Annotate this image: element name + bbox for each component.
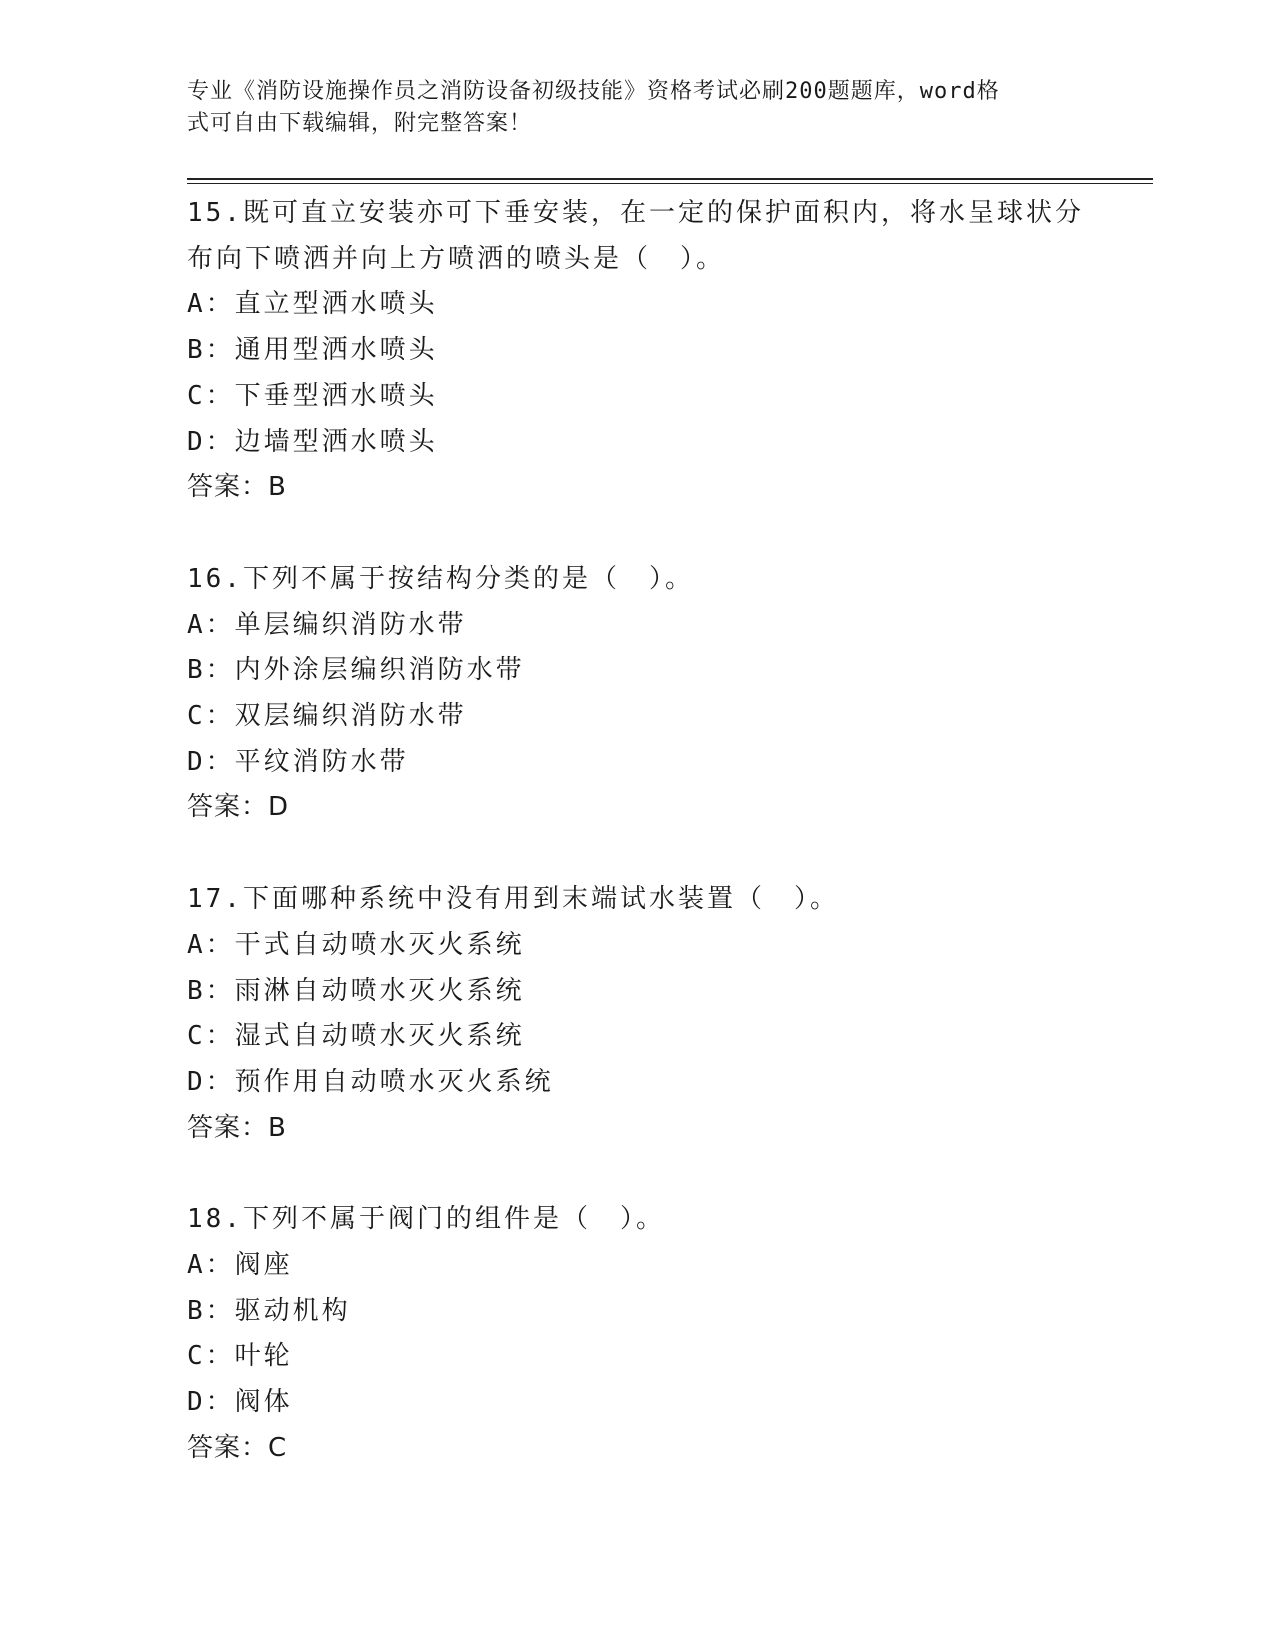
header-line-1: 专业《消防设施操作员之消防设备初级技能》资格考试必刷200题题库，word格 <box>187 79 1000 104</box>
option-d: D：平纹消防水带 <box>187 746 409 777</box>
header-divider-thick <box>187 178 1153 180</box>
question-16 <box>187 557 1087 831</box>
option-d: D：预作用自动喷水灭火系统 <box>187 1066 554 1097</box>
header-divider-thin <box>187 183 1153 184</box>
option-a: A：阀座 <box>187 1250 293 1281</box>
question-stem: 18.下列不属于阀门的组件是（ ）。 <box>187 1204 665 1235</box>
question-list <box>187 191 1087 1518</box>
option-a: A：干式自动喷水灭火系统 <box>187 929 525 960</box>
answer: 答案：C <box>187 1432 288 1463</box>
option-c: C：叶轮 <box>187 1341 293 1372</box>
option-c: C：下垂型洒水喷头 <box>187 380 438 411</box>
question-18 <box>187 1197 1087 1471</box>
question-17 <box>187 877 1087 1151</box>
option-c: C：双层编织消防水带 <box>187 701 467 732</box>
question-stem: 16.下列不属于按结构分类的是（ ）。 <box>187 563 694 594</box>
answer: 答案：B <box>187 1112 287 1143</box>
option-b: B：雨淋自动喷水灭火系统 <box>187 975 525 1006</box>
option-a: A：单层编织消防水带 <box>187 609 467 640</box>
question-stem-continued: 布向下喷洒并向上方喷洒的喷头是（ ）。 <box>187 243 726 274</box>
question-15 <box>187 191 1087 511</box>
option-b: B：驱动机构 <box>187 1295 351 1326</box>
option-d: D：阀体 <box>187 1387 293 1418</box>
option-b: B：内外涂层编织消防水带 <box>187 655 525 686</box>
option-a: A：直立型洒水喷头 <box>187 289 438 320</box>
document-header <box>187 76 1077 140</box>
header-line-2: 式可自由下载编辑，附完整答案！ <box>187 111 533 136</box>
option-d: D：边墙型洒水喷头 <box>187 426 438 457</box>
answer: 答案：D <box>187 792 290 823</box>
option-c: C：湿式自动喷水灭火系统 <box>187 1021 525 1052</box>
answer: 答案：B <box>187 472 287 503</box>
question-stem: 17.下面哪种系统中没有用到末端试水装置（ ）。 <box>187 884 839 915</box>
option-b: B：通用型洒水喷头 <box>187 335 438 366</box>
question-stem: 15.既可直立安装亦可下垂安装，在一定的保护面积内，将水呈球状分 <box>187 198 1084 228</box>
